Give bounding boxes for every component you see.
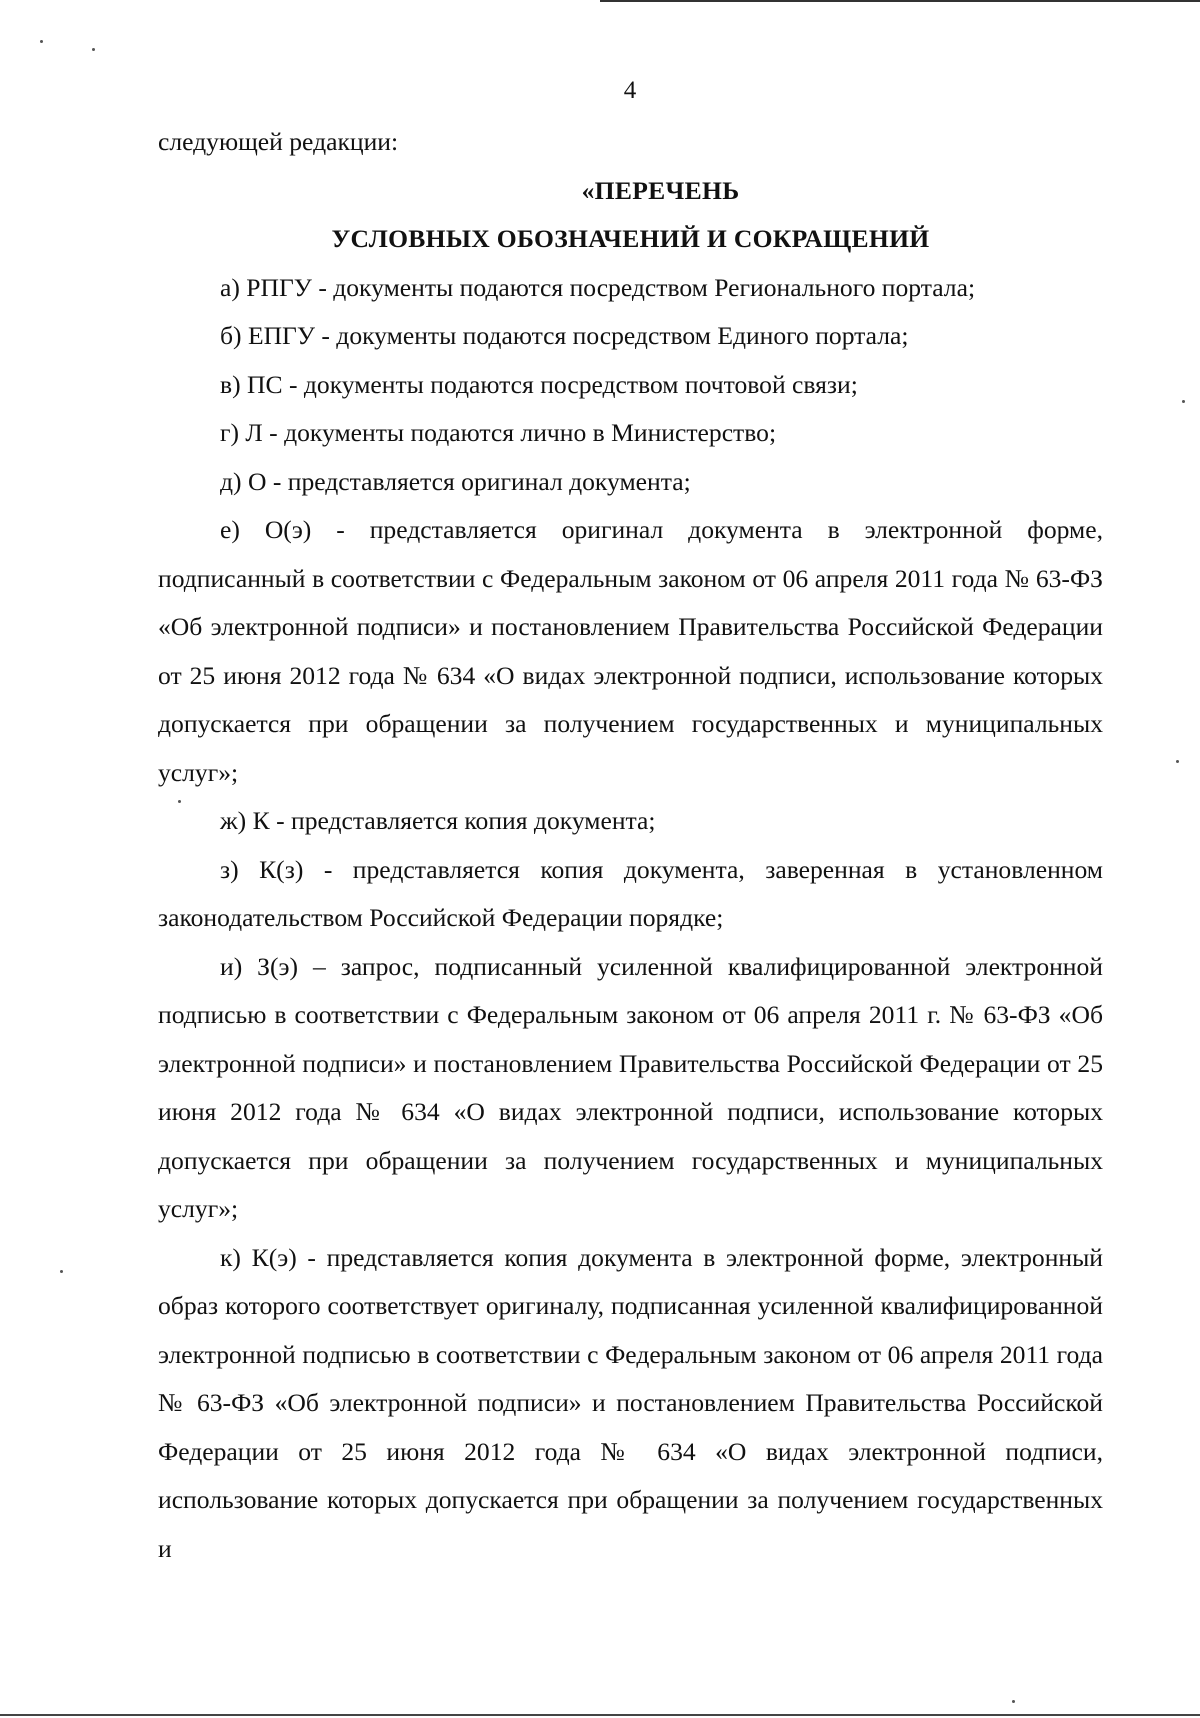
list-item-i: и) З(э) – запрос, подписанный усиленной квалифицированной электронной подписью в соответствии с Федеральным законом от 06 апреля 2011 г. № 63-ФЗ «Об электронной подписи» и постановлением Правительства Российской Федерации от 25 июня 2012 года № 634 «О видах электронной подписи, использование которых допускается при обращении за получением государственных и муниципальных услуг»; [158, 951, 1103, 1223]
list-item-z: з) К(з) - представляется копия документа, заверенная в установленном законодательством Российской Федерации порядке; [158, 854, 1103, 932]
scan-speck [1176, 760, 1179, 763]
bottom-edge-rule [0, 1714, 1200, 1716]
list-item-k: к) К(э) - представляется копия документа в электронной форме, электронный образ которого соответствует оригиналу, подписанная усиленной квалифицированной электронной подписью в соответствии с Федеральным законом от 06 апреля 2011 года № 63-ФЗ «Об электронной подписи» и постановлением Правительства Российской Федерации от 25 июня 2012 года № 634 «О видах электронной подписи, использование которых допускается при обращении за получением государственных и [158, 1242, 1103, 1563]
document-body [158, 118, 1103, 1573]
list-item-v: в) ПС - документы подаются посредством почтовой связи; [220, 369, 858, 399]
list-item-d: д) О - представляется оригинал документа; [220, 466, 691, 496]
scan-speck [92, 48, 95, 51]
scan-speck [60, 1270, 63, 1273]
scan-speck [1182, 400, 1185, 403]
list-item-zh: ж) К - представляется копия документа; [220, 806, 656, 835]
list-item-e: е) О(э) - представляется оригинал документа в электронной форме, подписанный в соответствии с Федеральным законом от 06 апреля 2011 года № 63-ФЗ «Об электронной подписи» и постановлением Правительства Российской Федерации от 25 июня 2012 года № 634 «О видах электронной подписи, использование которых допускается при обращении за получением государственных и муниципальных услуг»; [158, 515, 1103, 787]
top-edge-rule [600, 0, 1200, 2]
list-item-g: г) Л - документы подаются лично в Министерство; [220, 418, 777, 447]
list-item-b: б) ЕПГУ - документы подаются посредством Единого портала; [220, 321, 909, 350]
intro-line: следующей редакции: [158, 127, 399, 156]
heading-title: «ПЕРЕЧЕНЬ [581, 175, 740, 205]
scan-speck [1012, 1700, 1015, 1703]
page-number: 4 [623, 77, 637, 104]
list-item-a: а) РПГУ - документы подаются посредством Регионального портала; [220, 272, 976, 302]
scan-speck [40, 40, 43, 43]
heading-subtitle: УСЛОВНЫХ ОБОЗНАЧЕНИЙ И СОКРАЩЕНИЙ [331, 224, 930, 253]
scan-speck [178, 800, 181, 803]
